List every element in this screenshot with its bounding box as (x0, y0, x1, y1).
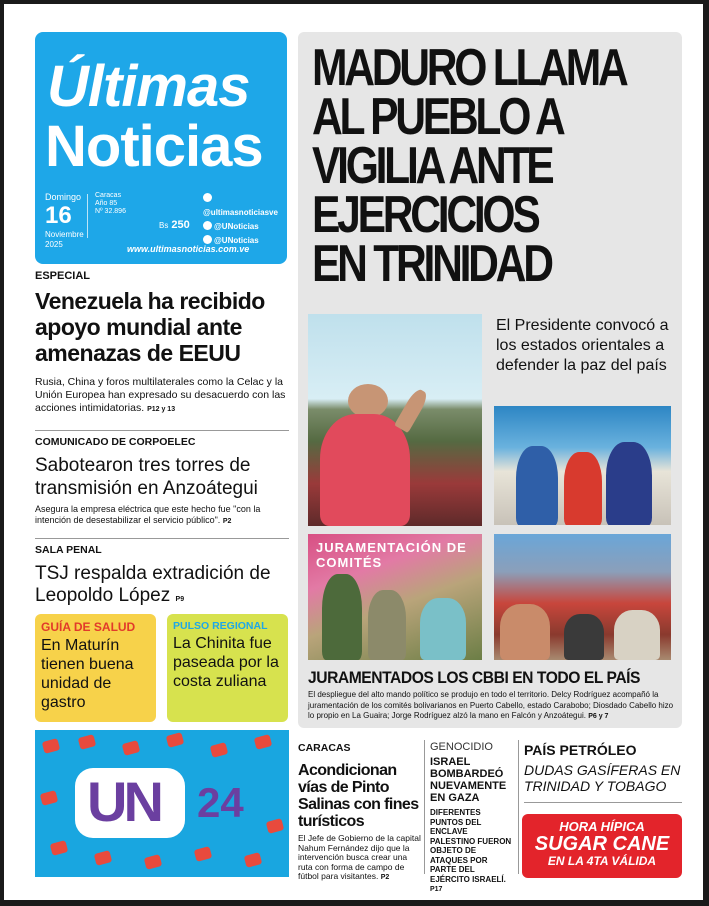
pulso-kicker: PULSO REGIONAL (173, 620, 268, 632)
corpoelec-headline[interactable]: Sabotearon tres torres de transmisión en Anzoátegui (35, 455, 258, 499)
headline-line: MADURO LLAMA (312, 39, 626, 97)
play-icon (144, 854, 163, 870)
facebook-icon (203, 193, 212, 202)
masthead-divider (87, 194, 88, 238)
logo-line-2: Noticias (45, 114, 263, 179)
play-icon (94, 850, 113, 866)
un24-promo[interactable] (35, 730, 289, 877)
play-icon (194, 846, 213, 862)
divider (35, 538, 289, 539)
photo-president-speech[interactable] (308, 314, 482, 526)
especial-kicker: ESPECIAL (35, 270, 91, 282)
figure (500, 604, 550, 660)
price (159, 219, 190, 231)
photo-crowd[interactable] (494, 534, 671, 660)
column-divider (518, 740, 519, 874)
issue-number: Nº 32.896 (95, 208, 126, 215)
genocidio-kicker: GENOCIDIO (430, 741, 493, 753)
play-icon (50, 840, 69, 856)
sala-penal-headline[interactable] (35, 563, 290, 611)
especial-body-text: Rusia, China y foros multilaterales como la Celac y la Unión Europea han expresado su desacuerdo con las acciones intimidatorias. (35, 376, 286, 414)
corpoelec-body (35, 504, 295, 527)
twitter-icon (203, 221, 212, 230)
salud-kicker: GUÍA DE SALUD (41, 620, 136, 634)
corpoelec-kicker: COMUNICADO DE CORPOELEC (35, 436, 196, 448)
sala-penal-kicker: SALA PENAL (35, 544, 102, 556)
hora-hipica-ad[interactable] (522, 814, 682, 878)
figure-arm (394, 387, 430, 433)
price-value: 250 (171, 219, 190, 231)
especial-headline[interactable]: Venezuela ha recibido apoyo mundial ante amenazas de EEUU (35, 288, 265, 366)
salud-text: En Maturín tienen buena unidad de gastro (41, 637, 134, 711)
ad-line-3: EN LA 4TA VÁLIDA (547, 854, 657, 868)
corpoelec-body-text: Asegura la empresa eléctrica que este hecho fue "con la intención de desestabilizar el servicio público". (35, 504, 261, 525)
price-currency: Bs (159, 221, 169, 230)
caracas-pages: P2 (380, 874, 390, 881)
main-subhead-body-text: El despliegue del alto mando político se produjo en todo el territorio. Delcy Rodríguez acompañó la juramentación de los comités bolivarianos en Puerto Cabello, estado Carabobo; Diosdado Cabello hizo lo propio en La Guaira; Jorge Rodríguez alzó la mano en Falcón y Anzoátegui. (308, 690, 674, 720)
play-icon (78, 734, 97, 750)
weekday: Domingo (45, 192, 82, 202)
headline-line: EJERCICIOS (312, 186, 538, 244)
especial-body (35, 376, 293, 416)
month: Noviembre (45, 230, 84, 239)
website-link[interactable]: www.ultimasnoticias.com.ve (127, 244, 250, 254)
play-icon (122, 740, 141, 756)
figure (564, 614, 604, 660)
caracas-body (298, 834, 422, 883)
masthead[interactable] (35, 32, 287, 264)
play-icon (42, 738, 61, 754)
24-logo: 24 (197, 779, 244, 826)
petroleo-headline[interactable]: DUDAS GASÍFERAS EN TRINIDAD Y TOBAGO (524, 762, 681, 794)
figure-head (348, 384, 388, 418)
genocidio-headline[interactable]: ISRAEL BOMBARDEÓ NUEVAMENTE EN GAZA (430, 756, 507, 804)
city: Caracas (95, 192, 122, 199)
pulso-box[interactable] (167, 614, 288, 722)
pulso-text: La Chinita fue paseada por la costa zuliana (173, 635, 279, 690)
photo-banner: JURAMENTACIÓN DE COMITÉS (316, 540, 467, 570)
newspaper-front-page (4, 4, 703, 900)
instagram-icon (203, 235, 212, 244)
twitter-text: @UNoticias (214, 222, 259, 231)
play-icon (40, 790, 59, 806)
petroleo-kicker: PAÍS PETRÓLEO (524, 742, 637, 758)
main-subhead[interactable]: JURAMENTADOS LOS CBBI EN TODO EL PAÍS (308, 668, 641, 687)
photo-group[interactable] (494, 406, 671, 525)
figure (516, 446, 558, 525)
facebook-text: @ultimasnoticiasve (203, 208, 278, 217)
headline-line: AL PUEBLO A (312, 88, 563, 146)
corpoelec-pages: P2 (222, 518, 232, 525)
un-logo: UN (87, 770, 160, 833)
salud-box[interactable] (35, 614, 156, 722)
instagram-text: @UNoticias (214, 236, 259, 245)
headline-line: VIGILIA ANTE (312, 137, 552, 195)
caracas-kicker: CARACAS (298, 742, 351, 754)
social-handles (203, 192, 287, 248)
play-icon (244, 852, 263, 868)
year: 2025 (45, 240, 63, 249)
play-icon (166, 732, 185, 748)
play-icon (266, 818, 285, 834)
main-subhead-body (308, 690, 678, 723)
main-headline[interactable] (312, 39, 626, 293)
figure (368, 590, 406, 660)
ad-line-1: HORA HÍPICA (559, 819, 645, 834)
main-caption: El Presidente convocó a los estados orientales a defender la paz del país (496, 317, 669, 374)
sala-penal-headline-text: TSJ respalda extradición de Leopoldo López (35, 563, 271, 606)
figure (564, 452, 602, 525)
especial-pages: P12 y 13 (147, 406, 176, 413)
edition-year: Año 85 (95, 200, 118, 207)
divider (35, 430, 289, 431)
caracas-headline[interactable]: Acondicionan vías de Pinto Salinas con fines turísticos (298, 762, 419, 830)
genocidio-body (430, 808, 514, 895)
figure (420, 598, 466, 660)
genocidio-body-text: DIFERENTES PUNTOS DEL ENCLAVE PALESTINO FUERON OBJETO DE ATAQUES POR PARTE DEL EJÉRCITO ISRAELÍ. (430, 808, 512, 884)
edition-info (95, 192, 126, 216)
figure (322, 574, 362, 660)
facebook-handle[interactable] (203, 192, 287, 220)
caracas-body-text: El Jefe de Gobierno de la capital Nahum Fernández dijo que la intervención busca crear una ruta con forma de campo de fútbol para visitantes. (298, 833, 421, 881)
photo-swearing-in[interactable] (308, 534, 482, 660)
logo-line-1: Últimas (47, 54, 250, 119)
play-icon (254, 734, 273, 750)
divider (524, 802, 682, 803)
month-year (45, 230, 84, 250)
figure (614, 610, 660, 660)
figure-body (320, 414, 410, 526)
play-icon (210, 742, 229, 758)
headline-line: EN TRINIDAD (312, 235, 551, 293)
ad-line-2: SUGAR CANE (534, 833, 670, 855)
genocidio-pages: P17 (430, 886, 443, 893)
figure (606, 442, 652, 525)
column-divider (424, 740, 425, 874)
twitter-handle[interactable] (203, 220, 287, 234)
sala-penal-pages: P9 (175, 596, 185, 603)
main-pages: P6 y 7 (588, 713, 609, 720)
day-number: 16 (45, 202, 72, 229)
